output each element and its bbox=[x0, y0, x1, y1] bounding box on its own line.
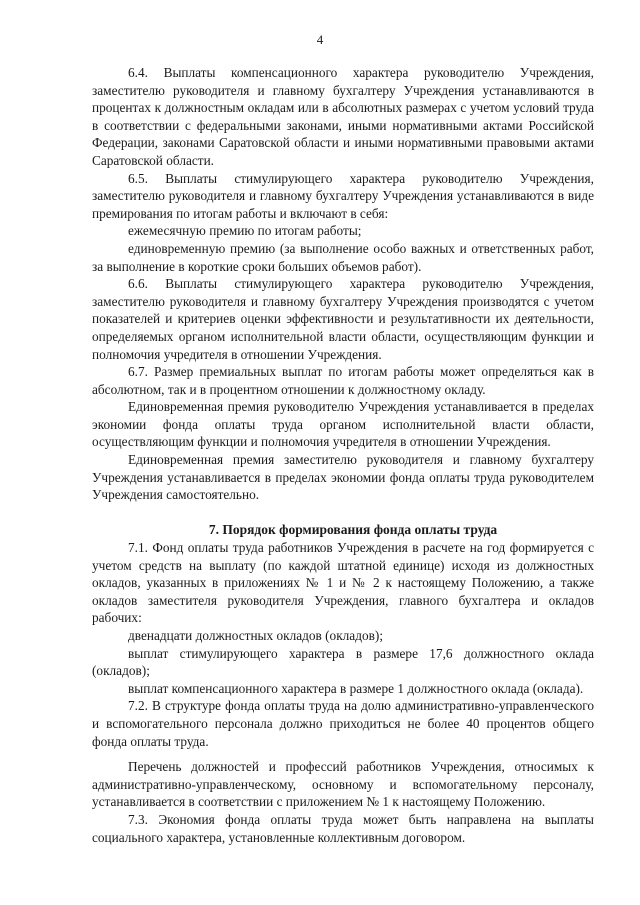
paragraph-6-4: 6.4. Выплаты компенсационного характера руководителю Учреждения, заместителю руководителя и главному бухгалтеру Учреждения устанавливаются в процентах к должностным окладам или в абсолютных размерах с учетом условий труда в соответствии с федеральными законами, иными нормативными актами Российской Федерации, законами Саратовской области и иными нормативными правовыми актами Саратовской области. bbox=[92, 65, 594, 168]
paragraph-6-6: 6.6. Выплаты стимулирующего характера руководителю Учреждения, заместителю руководителя и главному бухгалтеру Учреждения производятся с учетом показателей и критериев оценки эффективности и результативности их деятельности, определяемых органом исполнительной власти области, осуществляющим функции и полномочия учредителя в отношении Учреждения. bbox=[92, 276, 594, 362]
paragraph-6-5: 6.5. Выплаты стимулирующего характера руководителю Учреждения, заместителю руководителя и главному бухгалтеру Учреждения устанавливаются в виде премирования по итогам работы и включают в себя: bbox=[92, 170, 594, 221]
page-number: 4 bbox=[316, 32, 324, 47]
document-body bbox=[92, 64, 594, 846]
list-item-one-time-bonus: единовременную премию (за выполнение особо важных и ответственных работ, за выполнение в короткие сроки больших объемов работ). bbox=[92, 240, 594, 274]
paragraph-director-bonus: Единовременная премия руководителю Учреждения устанавливается в пределах экономии фонда оплаты труда органом исполнительной власти области, осуществляющим функции и полномочия учредителя в отношении Учреждения. bbox=[92, 399, 594, 450]
paragraph-7-1: 7.1. Фонд оплаты труда работников Учреждения в расчете на год формируется с учетом средств на выплату (по каждой штатной единице) исходя из должностных окладов, указанных в приложениях № 1 и № 2 к настоящему Положению, а также окладов заместителя руководителя Учреждения, главного бухгалтера и окладов рабочих: bbox=[92, 540, 594, 626]
paragraph-7-2: 7.2. В структуре фонда оплаты труда на долю административно-управленческого и вспомогательного персонала должно приходиться не более 40 процентов общего фонда оплаты труда. bbox=[92, 698, 594, 749]
list-item-twelve-salaries: двенадцати должностных окладов (окладов); bbox=[128, 628, 384, 643]
paragraph-7-3: 7.3. Экономия фонда оплаты труда может быть направлена на выплаты социального характера, установленные коллективным договором. bbox=[92, 811, 594, 845]
list-item-monthly-bonus: ежемесячную премию по итогам работы; bbox=[128, 223, 362, 239]
paragraph-6-7: 6.7. Размер премиальных выплат по итогам работы может определяться как в абсолютном, так и в процентном отношении к должностному окладу. bbox=[92, 364, 594, 397]
list-item-incentive-payments: выплат стимулирующего характера в размере 17,6 должностного оклада (окладов); bbox=[92, 645, 594, 679]
section-heading-7: 7. Порядок формирования фонда оплаты труда bbox=[208, 522, 498, 538]
paragraph-staff-list: Перечень должностей и профессий работников Учреждения, относимых к административно-управленческому, основному и вспомогательному персоналу, устанавливается в соответствии с приложением № 1 к настоящему Положению. bbox=[92, 759, 594, 810]
list-item-compensation-payments: выплат компенсационного характера в размере 1 должностного оклада (оклада). bbox=[128, 680, 584, 696]
paragraph-deputy-bonus: Единовременная премия заместителю руководителя и главному бухгалтеру Учреждения устанавливается в пределах экономии фонда оплаты труда руководителем Учреждения самостоятельно. bbox=[92, 452, 594, 503]
